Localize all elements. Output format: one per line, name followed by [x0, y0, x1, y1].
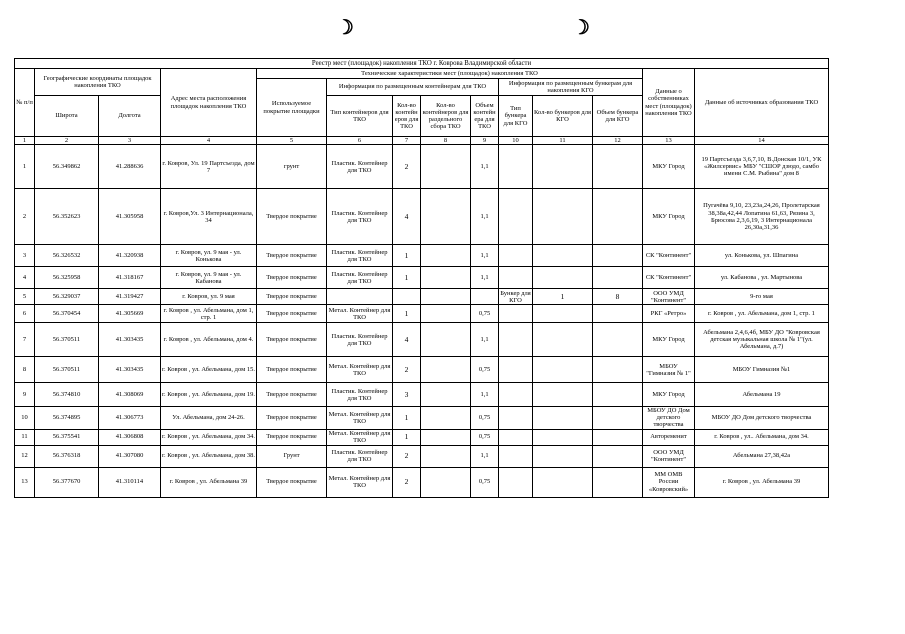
waste-sources: Абельмана 27,38,42а [695, 445, 829, 467]
column-number: 7 [393, 137, 421, 145]
container-type: Метал. Контейнер для ТКО [327, 357, 393, 383]
latitude: 56.374810 [35, 383, 99, 407]
container-volume: 1,1 [471, 245, 499, 267]
longitude: 41.288636 [99, 145, 161, 189]
header-bunkers: Информация по размещенным бункерам для накопления КГО [499, 79, 643, 96]
waste-sources: г. Ковров , ул. Абельмана, дом 1, стр. 1 [695, 305, 829, 323]
latitude: 56.352623 [35, 189, 99, 245]
bunker-count [533, 445, 593, 467]
column-number: 3 [99, 137, 161, 145]
latitude: 56.370511 [35, 323, 99, 357]
container-type: Пластик. Контейнер для ТКО [327, 267, 393, 289]
bunker-volume [593, 429, 643, 445]
container-volume: 1,1 [471, 267, 499, 289]
punch-hole-mark-left: ☽ [336, 17, 354, 39]
header-address: Адрес места расположения площадок накопления ТКО [161, 69, 257, 137]
owner: Автоременит [643, 429, 695, 445]
bunker-volume [593, 245, 643, 267]
bunker-count [533, 467, 593, 497]
column-number: 10 [499, 137, 533, 145]
header-sources: Данные об источниках образования ТКО [695, 69, 829, 137]
bunker-volume [593, 267, 643, 289]
header-owner: Данные о собственниках мест (площадок) накопления ТКО [643, 69, 695, 137]
container-count: 1 [393, 429, 421, 445]
table-row [15, 357, 829, 383]
bunker-volume [593, 383, 643, 407]
container-count: 2 [393, 145, 421, 189]
container-volume [471, 289, 499, 305]
table-row [15, 145, 829, 189]
container-type: Пластик. Контейнер для ТКО [327, 145, 393, 189]
container-volume: 0,75 [471, 407, 499, 429]
row-number: 9 [15, 383, 35, 407]
bunker-volume: 8 [593, 289, 643, 305]
table-title: Реестр мест (площадок) накопления ТКО г. Коврова Владимирской области [15, 59, 829, 69]
latitude: 56.349862 [35, 145, 99, 189]
separate-container-count [421, 189, 471, 245]
table-row [15, 407, 829, 429]
longitude: 41.306773 [99, 407, 161, 429]
container-type: Пластик. Контейнер для ТКО [327, 189, 393, 245]
separate-container-count [421, 245, 471, 267]
container-count [393, 289, 421, 305]
surface: Твердое покрытие [257, 407, 327, 429]
address: г. Ковров,Ул. 3 Интернационала, 34 [161, 189, 257, 245]
waste-sources: Пугачёва 9,10, 23,23а,24,26, Пролетарская 38,38а,42,44 Лопатина 61,63, Рязина 3, Брюсова 2,3,6,19, 3 Интернационала 26,30а,31,36 [695, 189, 829, 245]
bunker-volume [593, 467, 643, 497]
row-number: 6 [15, 305, 35, 323]
bunker-volume [593, 189, 643, 245]
row-number: 2 [15, 189, 35, 245]
bunker-type [499, 189, 533, 245]
header-containers: Информация по размещенным контейнерам для ТКО [327, 79, 499, 96]
header-cont-sep: Кол-во контейнеров для раздельного сбора ТКО [421, 96, 471, 137]
container-type: Метал. Контейнер для ТКО [327, 407, 393, 429]
latitude: 56.370454 [35, 305, 99, 323]
bunker-type [499, 323, 533, 357]
bunker-count [533, 407, 593, 429]
bunker-type [499, 383, 533, 407]
row-number: 3 [15, 245, 35, 267]
bunker-count: 1 [533, 289, 593, 305]
bunker-count [533, 305, 593, 323]
header-lon: Долгота [99, 96, 161, 137]
bunker-count [533, 383, 593, 407]
column-number: 11 [533, 137, 593, 145]
header-bunk-count: Кол-во бункеров для КГО [533, 96, 593, 137]
container-type: Метал. Контейнер для ТКО [327, 467, 393, 497]
bunker-type [499, 467, 533, 497]
separate-container-count [421, 467, 471, 497]
surface: Грунт [257, 445, 327, 467]
separate-container-count [421, 445, 471, 467]
container-count: 4 [393, 189, 421, 245]
owner: СК "Континент" [643, 245, 695, 267]
separate-container-count [421, 383, 471, 407]
latitude: 56.376318 [35, 445, 99, 467]
owner: ММ ОМВ России «Ковровский» [643, 467, 695, 497]
owner: МКУ Город [643, 145, 695, 189]
row-number: 7 [15, 323, 35, 357]
owner: МКУ Город [643, 383, 695, 407]
address: г. Ковров, ул. 9 мая - ул. Конькова [161, 245, 257, 267]
header-cont-vol: Объем контейнера для ТКО [471, 96, 499, 137]
bunker-volume [593, 323, 643, 357]
column-number-row [15, 137, 829, 145]
bunker-type [499, 357, 533, 383]
bunker-volume [593, 407, 643, 429]
longitude: 41.319427 [99, 289, 161, 305]
longitude: 41.320938 [99, 245, 161, 267]
address: г. Ковров , ул. Абельмана, дом 4. [161, 323, 257, 357]
column-number: 5 [257, 137, 327, 145]
container-volume: 0,75 [471, 357, 499, 383]
table-body [15, 145, 829, 497]
address: г. Ковров, ул. 9 мая - ул. Кабанова [161, 267, 257, 289]
owner: МБОУ "Гимназия № 1" [643, 357, 695, 383]
header-cont-count: Кол-во контейнеров для ТКО [393, 96, 421, 137]
header-bunk-vol: Объем бункера для КГО [593, 96, 643, 137]
separate-container-count [421, 267, 471, 289]
bunker-volume [593, 357, 643, 383]
container-volume: 0,75 [471, 467, 499, 497]
latitude: 56.325958 [35, 267, 99, 289]
container-type: Метал. Контейнер для ТКО [327, 305, 393, 323]
header-lat: Широта [35, 96, 99, 137]
bunker-count [533, 189, 593, 245]
container-volume: 0,75 [471, 429, 499, 445]
row-number: 12 [15, 445, 35, 467]
owner: МКУ Город [643, 323, 695, 357]
owner: РКГ «Ретро» [643, 305, 695, 323]
bunker-type [499, 145, 533, 189]
container-count: 1 [393, 267, 421, 289]
latitude: 56.370511 [35, 357, 99, 383]
container-count: 3 [393, 383, 421, 407]
row-number: 4 [15, 267, 35, 289]
column-number: 1 [15, 137, 35, 145]
surface: Твердое покрытие [257, 383, 327, 407]
table-row [15, 383, 829, 407]
bunker-count [533, 145, 593, 189]
longitude: 41.305958 [99, 189, 161, 245]
address: г. Ковров , ул. Абельмана, дом 38. [161, 445, 257, 467]
waste-sources: г. Ковров , ул. Абельмана 39 [695, 467, 829, 497]
row-number: 1 [15, 145, 35, 189]
bunker-type: Бункер для КГО [500, 289, 531, 304]
latitude: 56.375541 [35, 429, 99, 445]
container-type: Пластик. Контейнер для ТКО [327, 245, 393, 267]
table-row [15, 429, 829, 445]
bunker-type [499, 245, 533, 267]
separate-container-count [421, 145, 471, 189]
surface: Твердое покрытие [257, 189, 327, 245]
waste-sources: г. Ковров , ул.. Абельмана, дом 34. [695, 429, 829, 445]
header-cont-type: Тип контейнеров для ТКО [327, 96, 393, 137]
waste-sources: Абельмана 19 [695, 383, 829, 407]
surface: Твердое покрытие [257, 467, 327, 497]
owner: ООО УМД "Континент" [643, 445, 695, 467]
table-row [15, 189, 829, 245]
bunker-type [499, 445, 533, 467]
container-count: 1 [393, 245, 421, 267]
latitude: 56.374895 [35, 407, 99, 429]
address: г. Ковров , ул. Абельмана, дом 34. [161, 429, 257, 445]
table-row [15, 305, 829, 323]
row-number: 8 [15, 357, 35, 383]
column-number: 4 [161, 137, 257, 145]
table-row [15, 323, 829, 357]
longitude: 41.310114 [99, 467, 161, 497]
waste-sources: ул. Кабанова , ул. Мартынова [695, 267, 829, 289]
longitude: 41.306808 [99, 429, 161, 445]
surface: Твердое покрытие [257, 323, 327, 357]
row-number: 10 [15, 407, 35, 429]
latitude: 56.377670 [35, 467, 99, 497]
longitude: 41.307080 [99, 445, 161, 467]
surface: Твердое покрытие [257, 267, 327, 289]
address: г. Ковров , ул. Абельмана, дом 15. [161, 357, 257, 383]
waste-sources: Абельмана 2,4,6,4б, МБУ ДО "Ковровская детская музыкальная школа № 1"(ул. Абельмана, д.7) [695, 323, 829, 357]
bunker-type [499, 267, 533, 289]
bunker-volume [593, 445, 643, 467]
container-volume: 1,1 [471, 445, 499, 467]
waste-sources: МБОУ Гимназия №1 [695, 357, 829, 383]
container-volume: 1,1 [471, 145, 499, 189]
surface: Твердое покрытие [257, 429, 327, 445]
separate-container-count [421, 289, 471, 305]
waste-sources: МБОУ ДО Дом детского творчества [695, 407, 829, 429]
container-type [327, 289, 393, 305]
container-count: 1 [393, 305, 421, 323]
waste-sources: 9-го мая [695, 289, 829, 305]
header-num: № п/п [15, 69, 35, 137]
container-count: 2 [393, 467, 421, 497]
surface: Твердое покрытие [257, 289, 327, 305]
header-geo: Географические координаты площадок накопления ТКО [35, 69, 161, 96]
bunker-count [533, 429, 593, 445]
header-bunk-type: Тип бункера для КГО [499, 96, 533, 137]
longitude: 41.303435 [99, 323, 161, 357]
longitude: 41.303435 [99, 357, 161, 383]
table-row [15, 289, 829, 305]
column-number: 8 [421, 137, 471, 145]
longitude: 41.308069 [99, 383, 161, 407]
table-row [15, 267, 829, 289]
address: г. Ковров, Ул. 19 Партсъезда, дом 7 [161, 145, 257, 189]
surface: Твердое покрытие [257, 357, 327, 383]
row-number: 5 [15, 289, 35, 305]
column-number: 6 [327, 137, 393, 145]
container-type: Пластик. Контейнер для ТКО [327, 383, 393, 407]
punch-hole-mark-right: ☽ [572, 17, 590, 39]
latitude: 56.329037 [35, 289, 99, 305]
registry-table [14, 58, 829, 498]
container-volume: 1,1 [471, 189, 499, 245]
bunker-type [499, 429, 533, 445]
column-number: 9 [471, 137, 499, 145]
separate-container-count [421, 429, 471, 445]
column-number: 2 [35, 137, 99, 145]
separate-container-count [421, 305, 471, 323]
address: г. Ковров , ул. Абельмана, дом 19. [161, 383, 257, 407]
container-type: Пластик. Контейнер для ТКО [327, 445, 393, 467]
container-type: Пластик. Контейнер для ТКО [327, 323, 393, 357]
longitude: 41.318167 [99, 267, 161, 289]
surface: Твердое покрытие [257, 305, 327, 323]
bunker-type [499, 407, 533, 429]
container-type: Метал. Контейнер для ТКО [327, 429, 393, 445]
container-volume: 1,1 [471, 383, 499, 407]
waste-sources: ул. Конькова, ул. Шпагина [695, 245, 829, 267]
table-row [15, 245, 829, 267]
header-tech: Технические характеристики мест (площадок) накопления ТКО [257, 69, 643, 79]
container-volume: 1,1 [471, 323, 499, 357]
table-row [15, 467, 829, 497]
address: г. Ковров , ул. Абельмана, дом 1, стр. 1 [161, 305, 257, 323]
column-number: 12 [593, 137, 643, 145]
row-number: 11 [15, 429, 35, 445]
bunker-count [533, 323, 593, 357]
surface: грунт [257, 145, 327, 189]
address: г. Ковров , ул. Абельмана 39 [161, 467, 257, 497]
container-volume: 0,75 [471, 305, 499, 323]
bunker-type [499, 305, 533, 323]
bunker-volume [593, 145, 643, 189]
surface: Твердое покрытие [257, 245, 327, 267]
owner: СК "Континент" [643, 267, 695, 289]
column-number: 13 [643, 137, 695, 145]
bunker-count [533, 245, 593, 267]
separate-container-count [421, 323, 471, 357]
container-count: 4 [393, 323, 421, 357]
owner: МБОУ ДО Дом детского творчества [643, 407, 695, 429]
latitude: 56.326532 [35, 245, 99, 267]
waste-sources: 19 Партсъезда 3,6,7,10, В.Донская 10/1, УК «Жилсервис» МБУ "СШОР дзюдо, самбо имени С.М. Рыбина" дом 8 [695, 145, 829, 189]
table-row [15, 445, 829, 467]
row-number: 13 [15, 467, 35, 497]
container-count: 2 [393, 357, 421, 383]
address: г. Ковров, ул. 9 мая [161, 289, 257, 305]
container-count: 1 [393, 407, 421, 429]
address: Ул. Абельмана, дом 24-26. [161, 407, 257, 429]
bunker-count [533, 267, 593, 289]
bunker-count [533, 357, 593, 383]
owner: ООО УМД "Континент" [643, 289, 695, 305]
bunker-volume [593, 305, 643, 323]
column-number: 14 [695, 137, 829, 145]
separate-container-count [421, 357, 471, 383]
separate-container-count [421, 407, 471, 429]
owner: МКУ Город [643, 189, 695, 245]
container-count: 2 [393, 445, 421, 467]
header-surface: Используемое покрытие площадки [257, 79, 327, 137]
longitude: 41.305669 [99, 305, 161, 323]
